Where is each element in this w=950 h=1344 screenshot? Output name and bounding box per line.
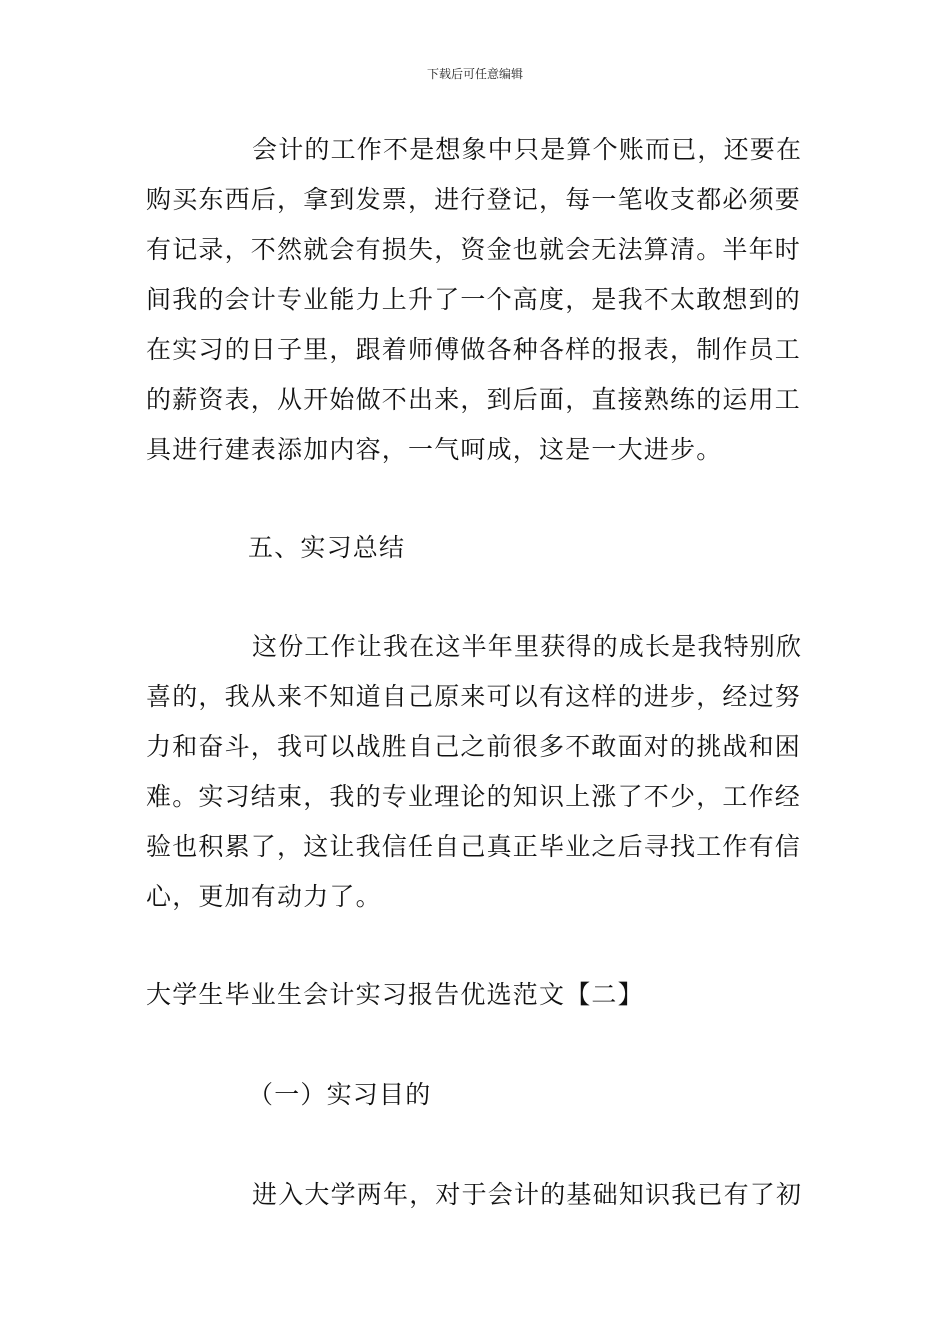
- paragraph-accounting-work: [146, 125, 808, 475]
- paragraph-line: 有记录，不然就会有损失，资金也就会无法算清。半年时: [146, 235, 802, 264]
- section-heading-internship-summary: 五、实习总结: [248, 533, 406, 562]
- paragraph-line: 心，更加有动力了。: [146, 882, 382, 911]
- subsection-heading-internship-purpose: （一）实习目的: [248, 1080, 432, 1109]
- paragraph-line: 的薪资表，从开始做不出来，到后面，直接熟练的运用工: [146, 385, 802, 414]
- paragraph-line: 进入大学两年，对于会计的基础知识我已有了初: [252, 1180, 803, 1209]
- paragraph-internship-purpose: [146, 1170, 808, 1220]
- paragraph-line: 在实习的日子里，跟着师傅做各种各样的报表，制作员工: [146, 335, 802, 364]
- article-title-part-two: 大学生毕业生会计实习报告优选范文【二】: [146, 980, 644, 1009]
- paragraph-line: 这份工作让我在这半年里获得的成长是我特别欣: [252, 632, 803, 661]
- paragraph-line: 力和奋斗，我可以战胜自己之前很多不敢面对的挑战和困: [146, 732, 802, 761]
- paragraph-line: 喜的，我从来不知道自己原来可以有这样的进步，经过努: [146, 682, 802, 711]
- paragraph-line: 会计的工作不是想象中只是算个账而已，还要在: [252, 135, 803, 164]
- paragraph-line: 具进行建表添加内容，一气呵成，这是一大进步。: [146, 435, 723, 464]
- paragraph-line: 购买东西后，拿到发票，进行登记，每一笔收支都必须要: [146, 185, 802, 214]
- page-header-note: 下载后可任意编辑: [426, 67, 523, 81]
- paragraph-line: 间我的会计专业能力上升了一个高度，是我不太敢想到的: [146, 285, 802, 314]
- paragraph-internship-summary: [146, 622, 808, 922]
- paragraph-line: 难。实习结束，我的专业理论的知识上涨了不少，工作经: [146, 782, 802, 811]
- paragraph-line: 验也积累了，这让我信任自己真正毕业之后寻找工作有信: [146, 832, 802, 861]
